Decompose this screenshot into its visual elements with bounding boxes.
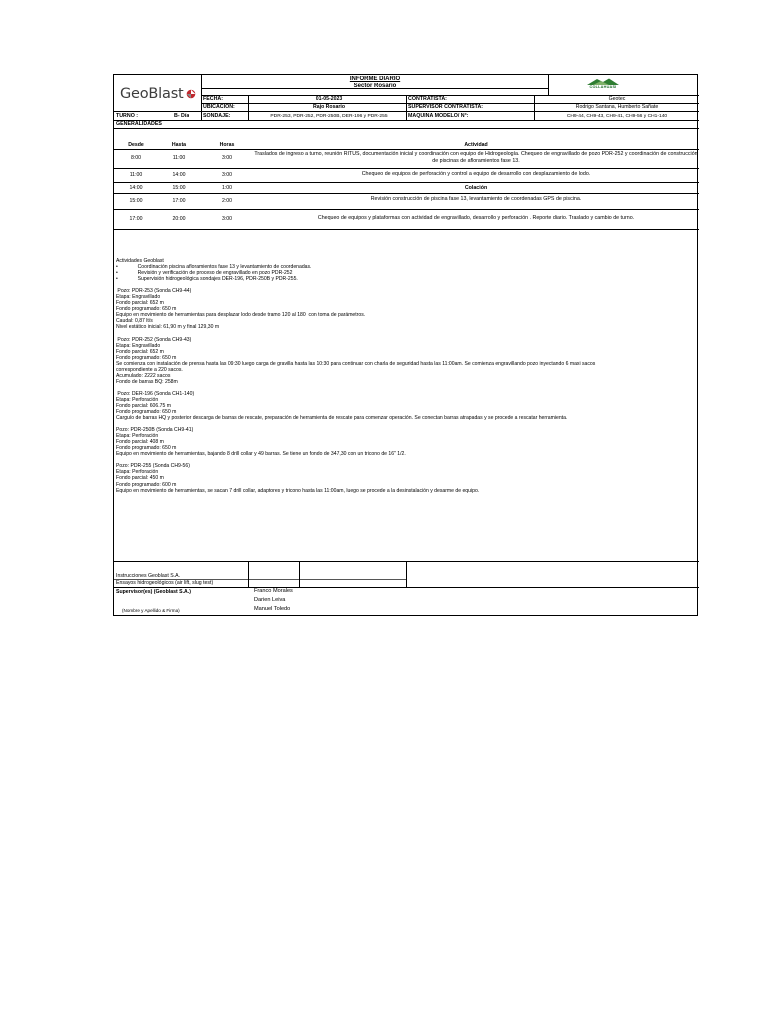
row-3-hasta: 15:00 [172,185,186,191]
maquina-value: CH9-44, CH9-43, CH9-41, CH9-56 y CH1-140 [566,114,668,119]
pozo-pdr-250b: Pozo: PDR-250B (Sonda CH9-41) Etapa: Perforación Fondo parcial: 408 m Fondo programado: 650 m Equipo en movimiento de herramientas, bajando 8 drill collar y 49 barras. Se tiene un fondo de 347,30 con un tricono de 16" 1/2. [116,427,406,458]
client-logo [579,78,627,94]
ubicacion-value: Rajo Rosario [313,104,345,110]
row-2-hasta: 14:00 [172,172,186,178]
col-horas: Horas [219,142,235,148]
report-subtitle: Sector Rosario [353,83,397,89]
row-4-actividad: Revisión construcción de piscina fase 13, levantamiento de coordenadas GPS de piscina. [370,196,582,202]
divider [114,579,406,580]
instrucciones-label: Instrucciones Geoblast S.A. [116,573,181,579]
turno-label: TURNO : [116,113,139,119]
pozo-pdr-252: Pozo: PDR-252 (Sonda CH9-43) Etapa: Engravillado Fondo parcial: 652 m Fondo programado: 650 m Se comienza con instalación de prensa hasta las 09:30 luego carga de gravilla hasta las 10:30 para continuar con charla de seguridad hasta las 11:00am. Se comienza engravillando pozo inyectando 6 maxi sacos correspondiente a 220 sacos. Acumulado: 2222 sacos Fondo de barras BQ: 258m [116,336,596,385]
divider [248,95,249,120]
pozo-der-196: Pozo: DER-196 (Sonda CH1-140) Etapa: Perforación Fondo parcial: 606.75 m Fondo programado: 650 m Carguío de barras HQ y posterior descarga de barras de rescate, preparación de herramienta de rescate para comenzar operación. Se conectan barras atrapadas y se procede a rescatar herramienta. [116,390,568,422]
divider [114,120,699,121]
company-name: GeoBlast [120,86,184,102]
divider [114,587,699,588]
row-5-desde: 17:00 [129,216,143,222]
row-4-desde: 15:00 [129,198,143,204]
row-1-desde: 8:00 [130,155,142,161]
divider [114,168,699,169]
divider [114,193,699,194]
supervisor-label: SUPERVISOR CONTRATISTA: [408,104,484,110]
pozo-pdr-255: Pozo: PDR-255 (Sonda CH9-56) Etapa: Perforación Fondo parcial: 450 m Fondo programado: 600 m Equipo en movimiento de herramientas, se sacan 7 drill collar, adaptores y tricono hasta las 11:00am, luego se procede a la desinstalación y desarme de equipo. [116,463,480,494]
contratista-value: Geotec [608,96,626,102]
generalidades-label: GENERALIDADES [116,121,162,127]
supervisores-label: Supervisor(es) (Geoblast S.A.) [116,589,191,595]
report-title: INFORME DIARIO [349,76,401,82]
activities-summary: Actividades Geoblast • Coordinación piscina afloramientos fase 13 y levantamiento de coordenadas. • Revisión y verificación de proceso de engravillado en pozo PDR-252 • Supervisión hidrogeológica sondajes DER-196, PDR-250B y PDR-255. [116,258,312,283]
pozo-pdr-253: Pozo: PDR-253 (Sonda CH9-44) Etapa: Engravillado Fondo parcial: 652 m Fondo programado: 650 m Equipo en movimiento de herramientas para desplazar lodo desde tramo 120 al 180 con toma de parámetros. Caudal: 0,87 lt/s Nivel estático inicial: 61,90 m y final 129,30 m [116,288,366,331]
divider [201,103,699,104]
divider [201,75,202,120]
report-sheet [113,74,698,616]
divider [114,182,699,183]
sondaje-label: SONDAJE: [203,113,231,119]
ensayos-label: Ensayos hidrogeológicos (air lift, slug test) [116,580,214,586]
row-4-horas: 2:00 [221,198,233,204]
divider [406,95,407,120]
col-desde: Desde [128,142,144,148]
divider [299,561,300,587]
client-logo-text: COLLAHUASI [589,85,617,89]
supervisor-name-1: Franco Morales [254,588,293,594]
row-3-actividad: Colación [464,185,488,191]
col-hasta: Hasta [171,142,187,148]
contratista-label: CONTRATISTA: [408,96,447,102]
divider [548,75,549,95]
report-body [116,258,694,494]
row-4-hasta: 17:00 [172,198,186,204]
row-5-hasta: 20:00 [172,216,186,222]
row-1-actividad: Traslados de ingreso a turno, reunión RITUS, documentación inicial y coordinación con equipo de Hidrogeología. Chequeo de engravillado de pozo PDR-252 y coordinación de construcción de piscinas de afloramientos fase 13. [254,151,698,164]
nombre-firma-label: (Nombre y Apellido & Firma) [122,608,180,613]
row-3-desde: 14:00 [129,185,143,191]
supervisor-value: Rodrigo Santana, Humberto Sañate [575,104,659,110]
row-5-actividad: Chequeo de equipos y plataformas con actividad de engravillado, desarrollo y perforación . Reporte diario. Traslado y cambio de turno. [317,215,635,221]
supervisor-name-2: Darien Leiva [254,597,286,603]
turno-value: B- Día [174,113,190,119]
divider [201,88,548,89]
row-3-horas: 1:00 [221,185,233,191]
maquina-label: MAQUINA MODELO/ N°: [408,113,469,119]
divider [534,95,535,120]
fecha-value: 01-05-2023 [315,96,343,102]
row-1-horas: 3:00 [221,155,233,161]
divider [114,229,699,230]
sondaje-value: PDR-253, PDR-252, PDR-250B, DER-196 y PDR-255 [270,114,388,119]
fecha-label: FECHA: [203,96,224,102]
row-2-horas: 3:00 [221,172,233,178]
divider [114,209,699,210]
supervisor-name-3: Manuel Toledo [254,606,291,612]
row-1-hasta: 11:00 [172,155,186,161]
divider [406,561,407,587]
row-5-horas: 3:00 [221,216,233,222]
divider [248,561,249,587]
geoblast-mark-icon [186,89,196,99]
divider [114,149,699,150]
col-actividad: Actividad [464,142,488,148]
divider [114,128,699,129]
row-2-desde: 11:00 [129,172,143,178]
ubicacion-label: UBICACIÓN: [203,104,235,110]
divider [201,95,699,96]
geoblast-logo [120,83,202,105]
row-2-actividad: Chequeo de equipos de perforación y control a equipo de desarrollo con desplazamiento de lodo. [361,171,591,177]
